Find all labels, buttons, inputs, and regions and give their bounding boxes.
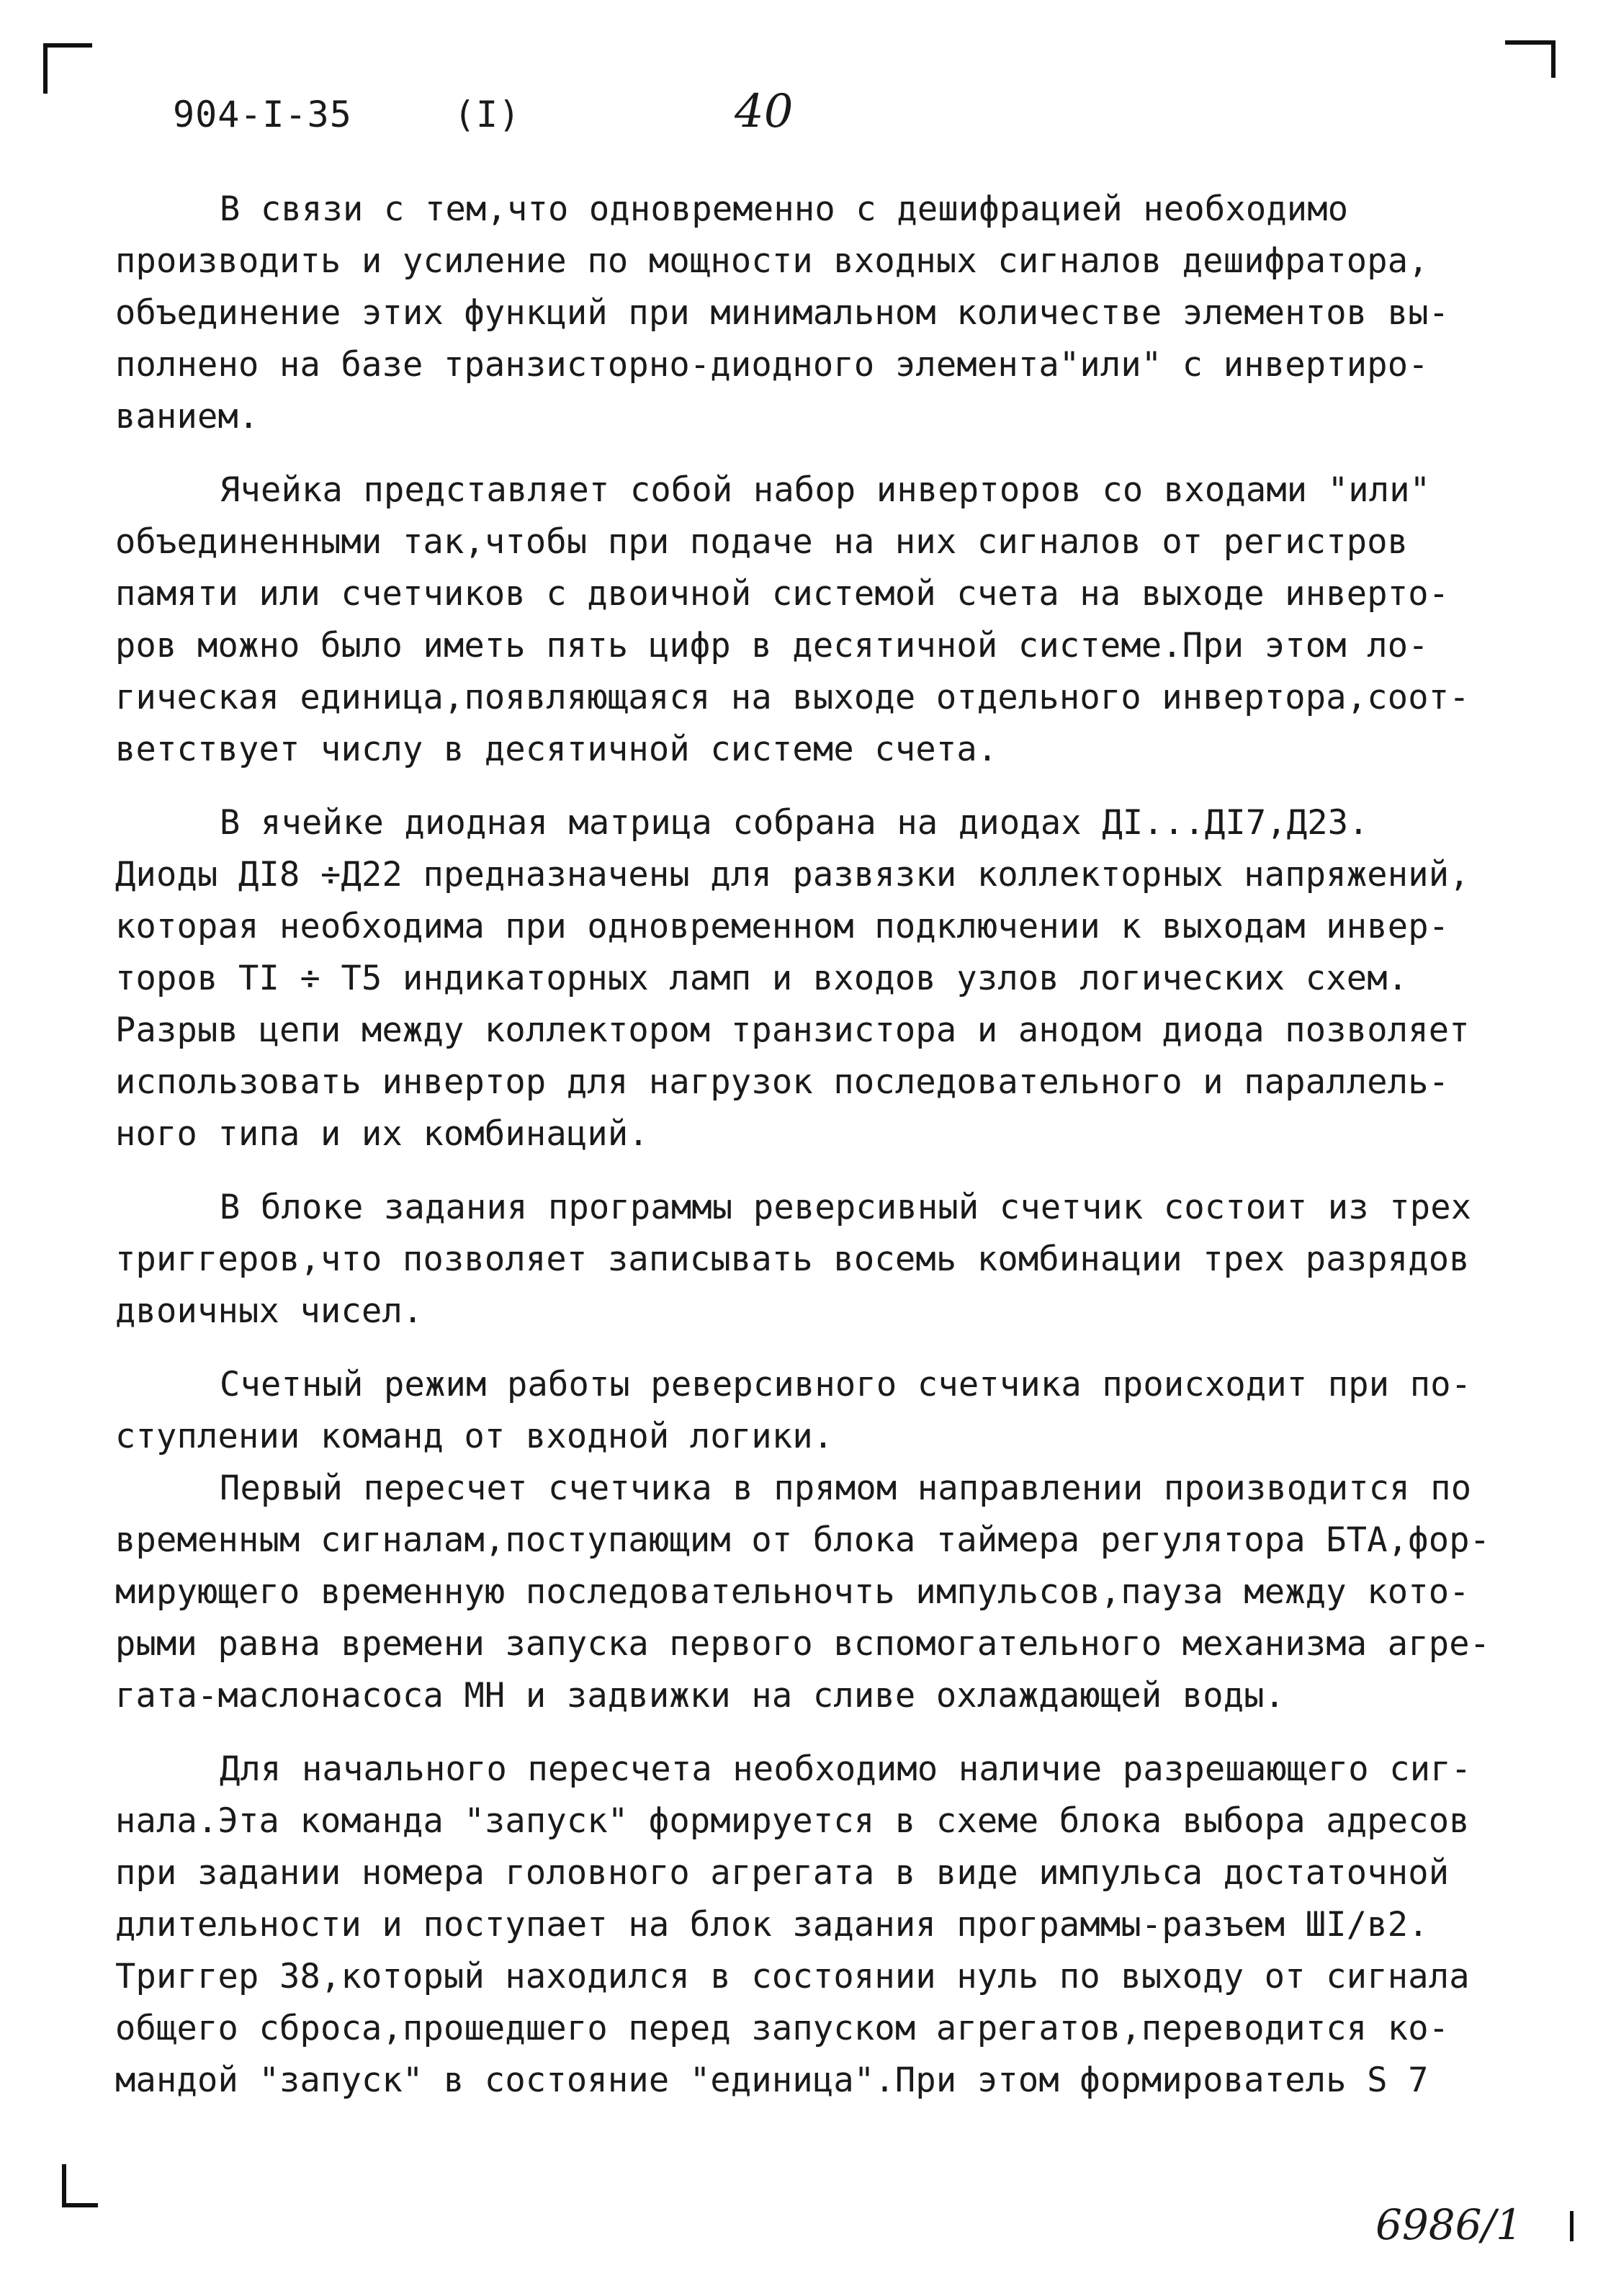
paragraph-gap [115,1337,1548,1359]
text-line: мирующего временную последовательночть импульсов,пауза между кото- [115,1572,1470,1612]
text-line: ванием. [115,397,259,436]
paragraph-gap [115,776,1548,797]
text-line: использовать инвертор для нагрузок последовательного и параллель- [115,1062,1450,1102]
corner-mark-bottom-left-h [62,2203,98,2207]
text-line: ного типа и их комбинаций. [115,1114,649,1154]
text-line: полнено на базе транзисторно-диодного элемента"или" с инвертиро- [115,345,1429,385]
text-line: Ячейка представляет собой набор инверторов со входами "или" [220,470,1431,510]
archive-number: 6986/1 [1375,2200,1522,2249]
paragraph-gap [115,1722,1548,1744]
document-body [115,184,1548,2107]
text-line: объединение этих функций при минимальном количестве элементов вы- [115,293,1450,333]
text-line: производить и усиление по мощности входных сигналов дешифратора, [115,241,1429,281]
corner-mark-bottom-left-v [62,2164,66,2207]
text-line: рыми равна времени запуска первого вспомогательного механизма агре- [115,1624,1491,1664]
corner-mark-top-right-h [1505,40,1556,45]
corner-mark-top-left-v [43,43,48,94]
paragraph [115,1463,1548,1722]
text-line: В блоке задания программы реверсивный счетчик состоит из трех [220,1188,1472,1227]
document-code: 904-I-35 [173,94,352,135]
text-line: длительности и поступает на блок задания программы-разъем ШI/в2. [115,1905,1429,1945]
text-line: Разрыв цепи между коллектором транзистора и анодом диода позволяет [115,1010,1470,1050]
corner-mark-bottom-right-v [1570,2211,1574,2241]
text-line: памяти или счетчиков с двоичной системой счета на выходе инверто- [115,574,1450,614]
paragraph [115,1359,1548,1463]
text-line: ветствует числу в десятичной системе счета. [115,730,998,769]
text-line: Первый пересчет счетчика в прямом направлении производится по [220,1468,1472,1508]
text-line: гата-маслонасоса МН и задвижки на сливе охлаждающей воды. [115,1676,1285,1716]
text-line: временным сигналам,поступающим от блока таймера регулятора БТА,фор- [115,1520,1491,1560]
text-line: при задании номера головного агрегата в виде импульса достаточной [115,1853,1450,1893]
text-line: В ячейке диодная матрица собрана на диодах ДI...ДI7,Д23. [220,803,1369,843]
corner-mark-top-left-h [43,43,92,48]
paragraph [115,1182,1548,1337]
text-line: двоичных чисел. [115,1291,423,1331]
text-line: ров можно было иметь пять цифр в десятичной системе.При этом ло- [115,626,1429,665]
page-number: 40 [735,85,794,138]
document-header [173,94,521,135]
text-line: Для начального пересчета необходимо наличие разрешающего сиг- [220,1749,1472,1789]
paragraph [115,184,1548,443]
text-line: Диоды ДI8 ÷Д22 предназначены для развязки коллекторных напряжений, [115,855,1470,894]
paragraph [115,1744,1548,2107]
text-line: объединенными так,чтобы при подаче на них сигналов от регистров [115,522,1409,562]
text-line: триггеров,что позволяет записывать восемь комбинации трех разрядов [115,1239,1470,1279]
document-part: (I) [453,94,521,135]
text-line: которая необходима при одновременном подключении к выходам инвер- [115,907,1450,946]
text-line: общего сброса,прошедшего перед запуском агрегатов,переводится ко- [115,2009,1450,2048]
text-line: мандой "запуск" в состояние "единица".При этом формирователь S 7 [115,2060,1429,2100]
paragraph [115,465,1548,776]
paragraph-gap [115,1160,1548,1182]
text-line: торов TI ÷ T5 индикаторных ламп и входов узлов логических схем. [115,959,1409,998]
paragraph [115,797,1548,1160]
text-line: Счетный режим работы реверсивного счетчика происходит при по- [220,1365,1472,1404]
text-line: Триггер 38,который находился в состоянии нуль по выходу от сигнала [115,1957,1470,1996]
paragraph-gap [115,443,1548,465]
corner-mark-top-right-v [1551,40,1556,78]
text-line: В связи с тем,что одновременно с дешифрацией необходимо [220,189,1349,229]
text-line: нала.Эта команда "запуск" формируется в схеме блока выбора адресов [115,1801,1470,1841]
text-line: гическая единица,появляющаяся на выходе отдельного инвертора,соот- [115,678,1470,717]
text-line: ступлении команд от входной логики. [115,1417,834,1456]
